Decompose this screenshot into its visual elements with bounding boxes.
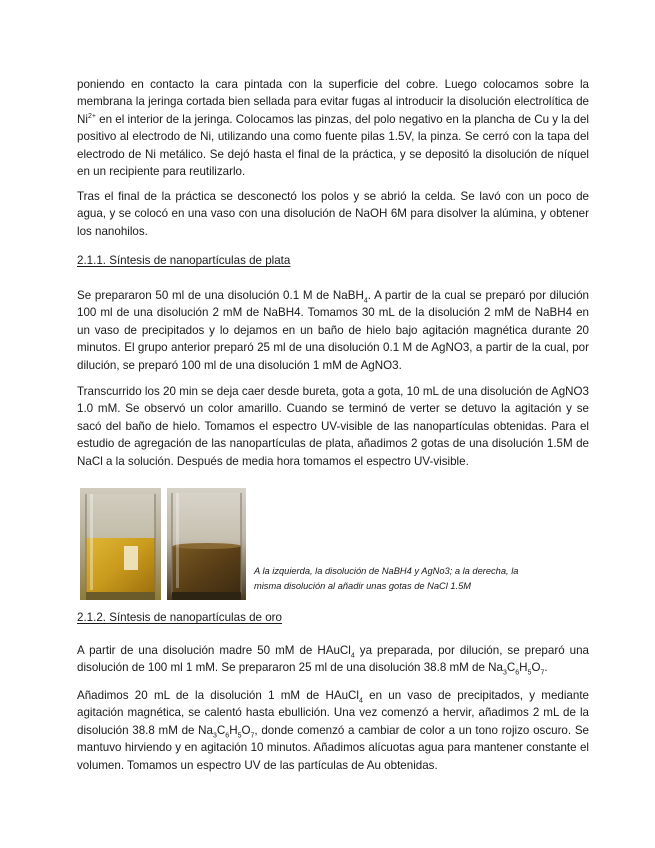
paragraph-gold-preparation	[77, 642, 589, 677]
photo-brown-solution	[167, 488, 246, 600]
caption-line-1: A la izquierda, la disolución de NaBH4 y AgNo3; a la derecha, la	[254, 566, 519, 576]
subscript: 3	[502, 669, 507, 677]
subscript: 6	[225, 732, 230, 740]
text-run: Se prepararon 50 ml de una disolución 0.1 M de NaBH	[77, 289, 364, 302]
section-heading-silver: 2.1.1. Síntesis de nanopartículas de plata	[77, 254, 291, 267]
beaker-brown-image	[167, 488, 246, 600]
text-run: .	[544, 661, 548, 675]
text-run: . A partir de la cual se preparó por dilución 100 ml de una disolución 2 mM de NaBH4. Tomamos 30 mL de la disolución 2 mM de NaBH4 en un vaso de precipitados y lo dejamos en un baño de hielo bajo agitación magnética durante 20 minutos. El grupo anterior preparó 25 ml de una disolución 0.1 M de AgNO3, a partir de la cual, por dilución, se preparó 100 ml de una disolución 1 mM de AgNO3.	[77, 289, 590, 372]
paragraph-cell-opening: Tras el final de la práctica se desconectó los polos y se abrió la celda. Se lavó con un poco de agua, y se colocó en una vaso con una disolución de NaOH 6M para disolver la alúmina, y obtener los nanohilos.	[77, 190, 589, 238]
paragraph-silver-observation: Transcurrido los 20 min se deja caer desde bureta, gota a gota, 10 mL de una disolución de AgNO3 1.0 mM. Se observó un color amarillo. Cuando se terminó de verter se detuvo la agitación y se sacó del baño de hielo. Tomamos el espectro UV-visible de las nanopartículas obtenidas. Para el estudio de agregación de las nanopartículas de plata, añadimos 2 gotas de una disolución 1.5M de NaCl a la solución. Después de media hora tomamos el espectro UV-visible.	[77, 385, 589, 468]
caption-line-2: misma disolución al añadir unas gotas de NaCl 1.5M	[254, 581, 472, 591]
beaker-yellow-image	[80, 488, 161, 600]
text-run: A partir de una disolución madre 50 mM de HAuCl	[77, 644, 351, 657]
paragraph-gold-synthesis	[77, 687, 589, 774]
text-run: C	[216, 723, 226, 737]
superscript: 2+	[87, 112, 96, 120]
paragraph-electrodeposition	[77, 76, 589, 180]
text-run: Añadimos 20 mL de la disolución 1 mM de HAuCl	[77, 689, 359, 702]
subscript: 5	[527, 669, 532, 677]
text-run: poniendo en contacto la cara pintada con la superficie del cobre. Luego colocamos sobre la membrana la jeringa cortada bien sellada para evitar fugas al introducir la disolución electrolítica de Ni	[77, 78, 589, 126]
text-run: ya preparada, por dilución, se preparó una disolución de 100 ml 1 mM. Se prepararon 25 ml de una disolución 38.8 mM de Na	[77, 644, 589, 675]
paragraph-silver-preparation	[77, 287, 589, 374]
photo-yellow-solution	[80, 488, 161, 600]
subscript: 4	[358, 697, 363, 705]
text-run: H	[519, 661, 528, 675]
text-run: en el interior de la jeringa. Colocamos las pinzas, del polo negativo en la plancha de Cu y la del positivo al electrodo de Ni, utilizando una como fuente pilas 1.5V, la pinza. Se cerró con la tapa del electrodo de Ni metálico. Se dejó hasta el final de la práctica, y se depositó la disolución de níquel en un recipiente para reutilizarlo.	[77, 112, 589, 179]
text-run: O	[241, 723, 251, 737]
text-run: , donde comenzó a cambiar de color a un tono rojizo oscuro. Se mantuvo hirviendo y en agitación 10 minutos. Añadimos alícuotas agua para mantener constante el volumen. Tomamos un espectro UV de las partículas de Au obtenidas.	[77, 723, 589, 772]
subscript: 6	[515, 669, 520, 677]
subscript: 5	[237, 732, 242, 740]
text-run: H	[229, 723, 238, 737]
subscript: 7	[540, 669, 545, 677]
section-heading-gold: 2.1.2. Síntesis de nanopartículas de oro	[77, 611, 282, 624]
text-run: C	[506, 661, 516, 675]
subscript: 3	[213, 732, 217, 740]
figure-caption	[254, 564, 574, 594]
text-run: O	[531, 661, 541, 675]
subscript: 4	[350, 652, 355, 660]
subscript: 7	[250, 732, 255, 740]
text-run: en un vaso de precipitados, y mediante agitación magnética, se calentó hasta ebullición. Una vez comenzó a hervir, añadimos 2 mL de la disolución 38.8 mM de Na	[77, 689, 589, 737]
subscript: 4	[363, 297, 368, 305]
